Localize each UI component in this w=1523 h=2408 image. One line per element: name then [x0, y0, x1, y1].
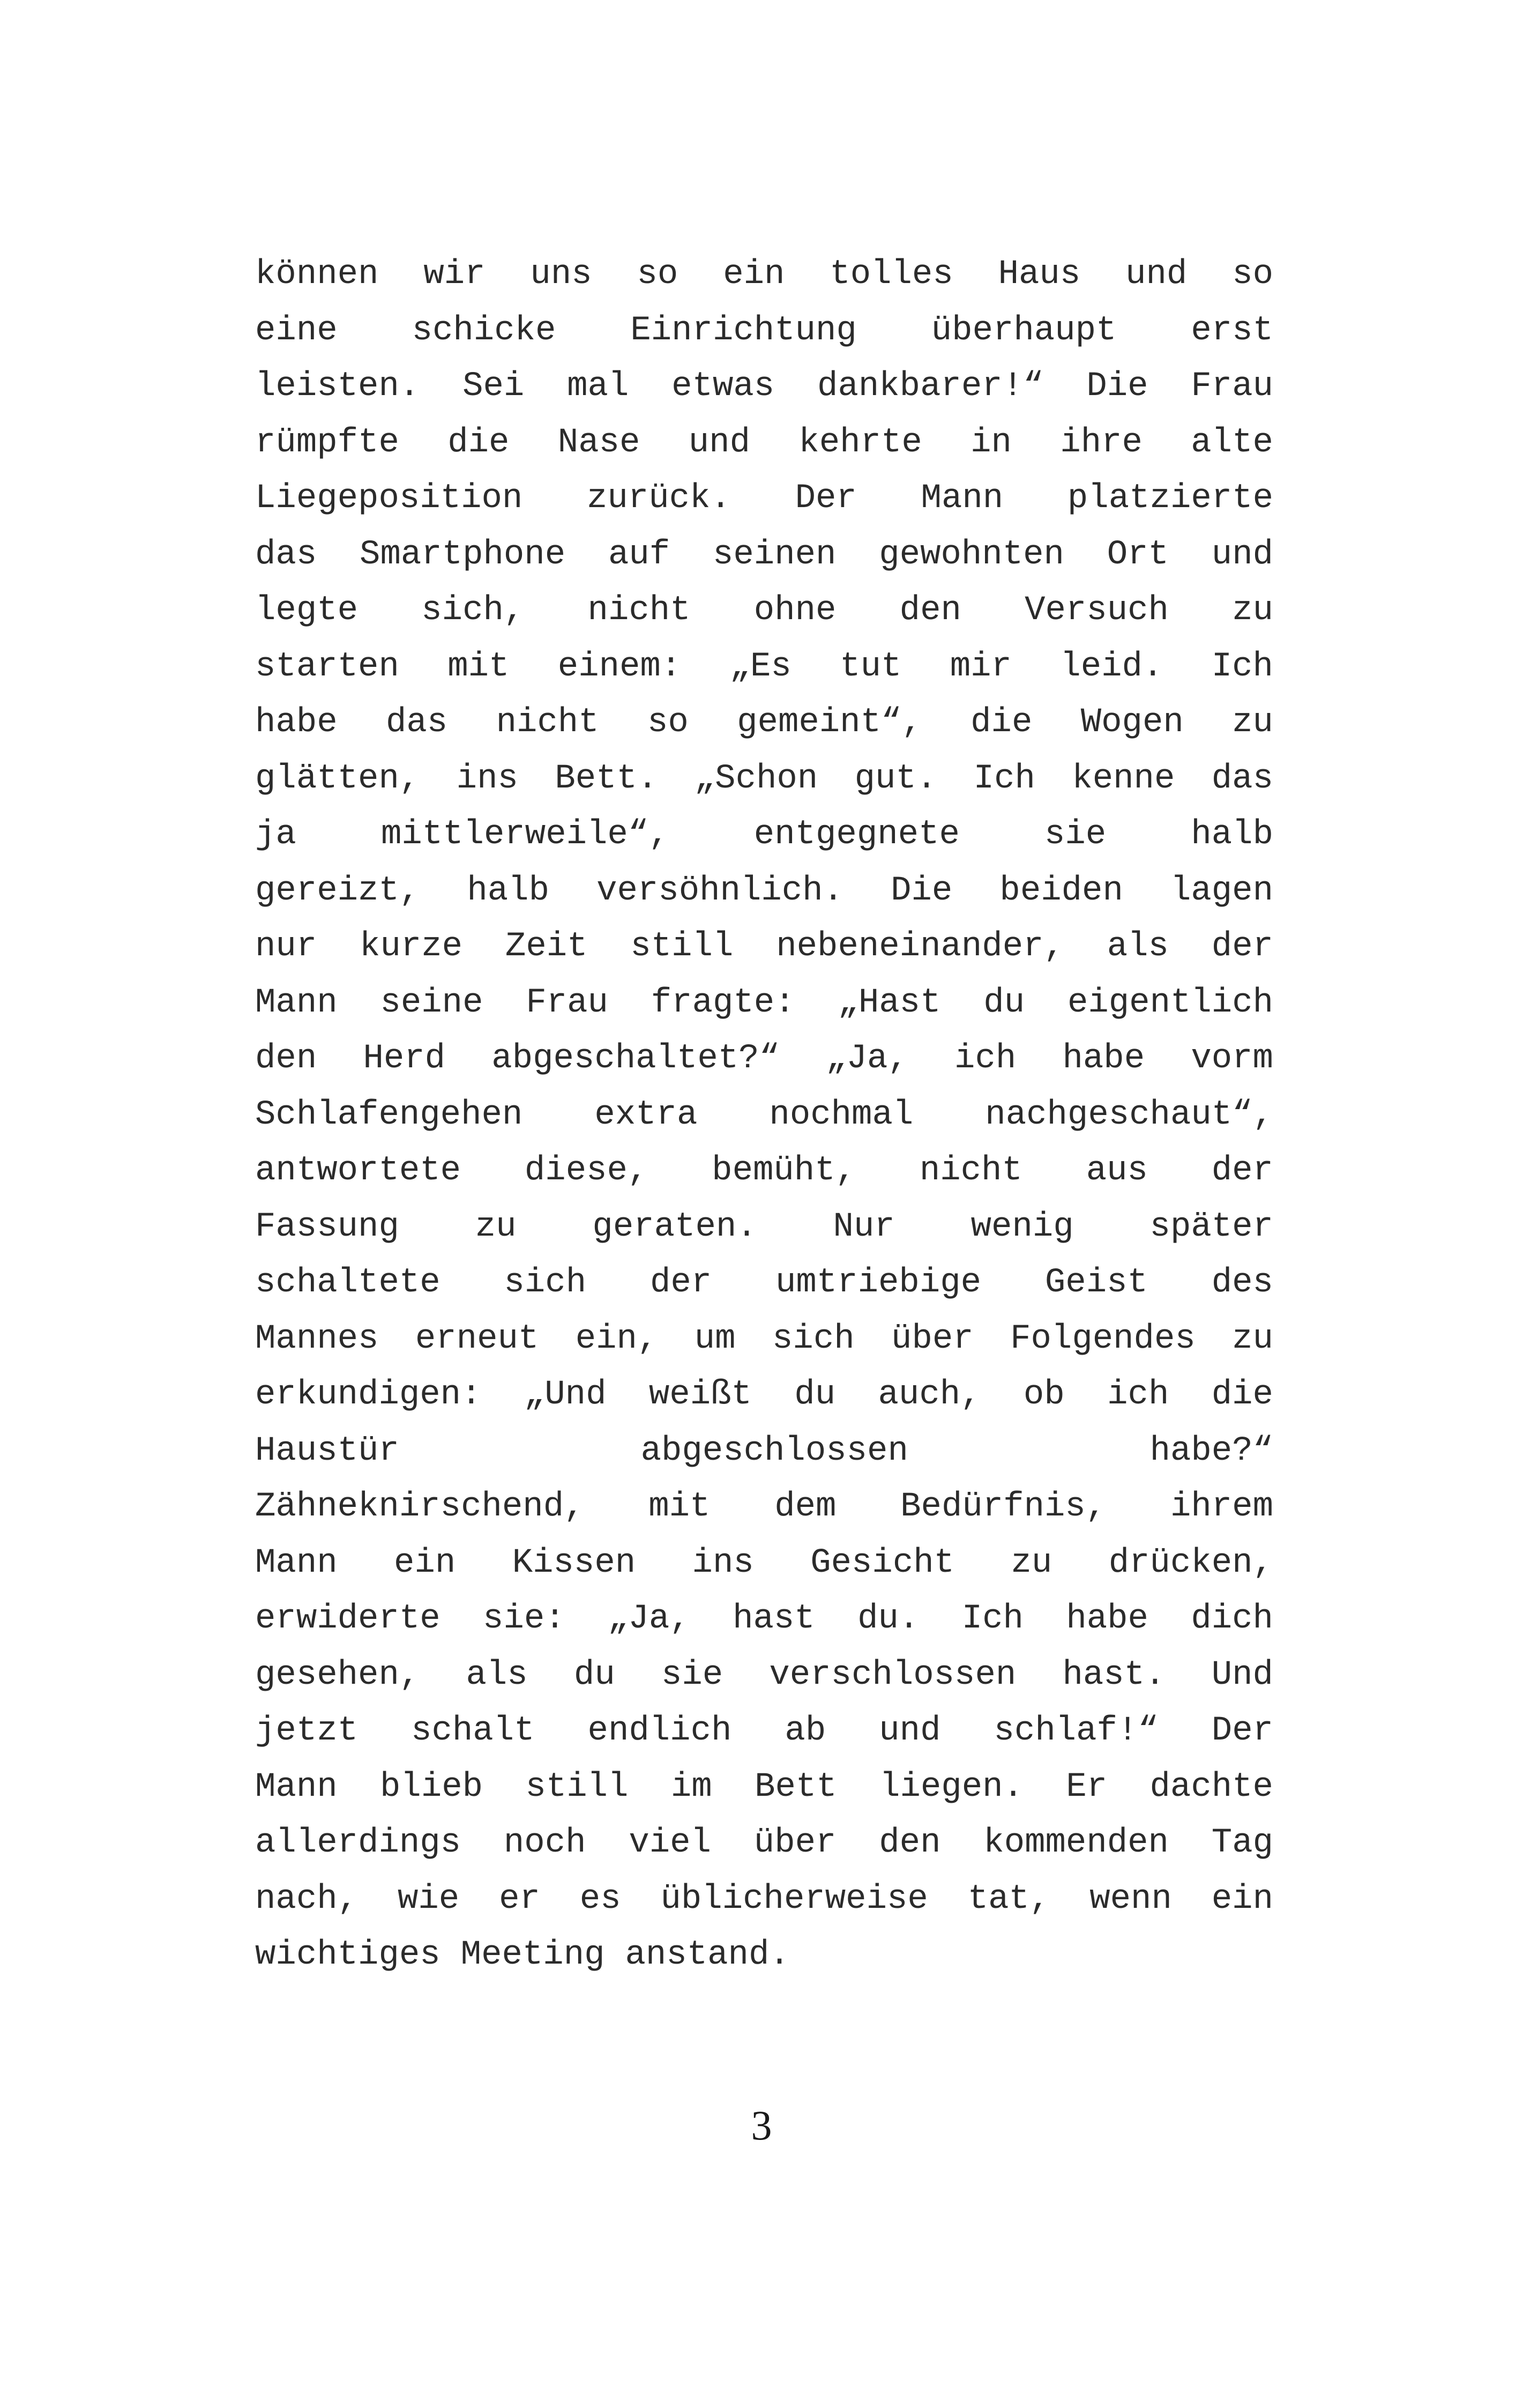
word: endlich — [587, 1712, 732, 1750]
word: als — [1107, 927, 1169, 966]
word: sie — [1044, 815, 1107, 854]
word: Die — [891, 871, 953, 910]
text-line — [255, 1432, 1273, 1488]
text-line — [255, 872, 1273, 928]
word: ob — [1023, 1376, 1065, 1414]
word: antwortete — [255, 1151, 461, 1190]
word: so — [1232, 255, 1273, 294]
word: Fassung — [255, 1207, 399, 1246]
word: ihre — [1060, 423, 1143, 462]
word: die — [1211, 1376, 1273, 1414]
word: zu — [475, 1207, 517, 1246]
word: drücken, — [1108, 1543, 1273, 1582]
word: sich — [772, 1319, 855, 1358]
word: Mannes — [255, 1319, 379, 1358]
word: in — [970, 423, 1012, 462]
text-line — [255, 703, 1273, 760]
text-line — [255, 1880, 1273, 1936]
text-line — [255, 1600, 1273, 1656]
word: Versuch — [1025, 591, 1169, 630]
word: gesehen, — [255, 1655, 420, 1694]
word: das — [1211, 759, 1273, 798]
word: habe?“ — [1149, 1431, 1273, 1470]
word: allerdings — [255, 1824, 461, 1862]
word: nachgeschaut“, — [985, 1095, 1273, 1134]
word: Frau — [526, 983, 608, 1022]
word: Mann — [921, 479, 1004, 518]
word: „Es — [729, 647, 792, 686]
body-text — [255, 255, 1273, 1992]
text-line — [255, 1936, 1273, 1992]
word: leisten. — [255, 367, 420, 406]
word: Nur — [833, 1207, 895, 1246]
word: ins — [456, 759, 518, 798]
word: auf — [608, 535, 670, 574]
word: Ich — [961, 1600, 1024, 1638]
page-number: 3 — [751, 2102, 772, 2149]
word: um — [694, 1319, 736, 1358]
text-line — [255, 1488, 1273, 1544]
text-line — [255, 1712, 1273, 1768]
word: kenne — [1072, 759, 1175, 798]
word: kommenden — [983, 1824, 1169, 1862]
word: Folgendes — [1010, 1319, 1196, 1358]
word: wenn — [1089, 1879, 1172, 1919]
word: Wogen — [1080, 703, 1184, 742]
word: entgegnete — [753, 815, 960, 854]
text-line — [255, 984, 1273, 1040]
word: Sei — [462, 367, 525, 406]
text-line — [255, 760, 1273, 816]
word: Meeting — [460, 1936, 605, 1974]
word: wir — [423, 255, 486, 294]
word: sie — [661, 1655, 723, 1694]
text-line — [255, 1039, 1273, 1096]
word: Haustür — [255, 1431, 399, 1470]
word: Ich — [1211, 647, 1273, 686]
word: uns — [530, 255, 592, 294]
word: die — [447, 423, 510, 462]
word: üblicherweise — [660, 1879, 928, 1919]
word: „Und — [524, 1376, 607, 1414]
word: überhaupt — [931, 311, 1117, 350]
word: platzierte — [1067, 479, 1273, 518]
word: lagen — [1170, 871, 1273, 910]
word: starten — [255, 647, 399, 686]
word: ich — [954, 1039, 1017, 1078]
word: als — [466, 1655, 528, 1694]
word: und — [688, 423, 750, 462]
word: „Schon — [694, 759, 818, 798]
word: du — [794, 1376, 836, 1414]
word: wichtiges — [255, 1936, 441, 1974]
word: ab — [785, 1712, 826, 1750]
word: Mann — [255, 1543, 338, 1582]
word: aus — [1086, 1151, 1148, 1190]
word: kehrte — [798, 423, 922, 462]
word: tut — [840, 647, 902, 686]
word: gewohnten — [879, 535, 1064, 574]
word: du — [573, 1655, 615, 1694]
text-line — [255, 1376, 1273, 1432]
text-line — [255, 1656, 1273, 1712]
word: viel — [629, 1824, 711, 1862]
word: den — [255, 1039, 317, 1078]
word: ein — [1211, 1879, 1273, 1919]
word: tat, — [967, 1879, 1050, 1919]
word: nicht — [919, 1151, 1022, 1190]
word: nicht — [496, 703, 599, 742]
word: schlaf!“ — [994, 1712, 1159, 1750]
word: vorm — [1191, 1039, 1273, 1078]
text-line — [255, 815, 1273, 872]
word: Mann — [255, 1767, 338, 1807]
word: erst — [1191, 311, 1273, 350]
word: können — [255, 255, 379, 294]
word: Bett. — [555, 759, 658, 798]
word: nicht — [587, 591, 691, 630]
word: legte — [255, 591, 359, 630]
text-line — [255, 648, 1273, 704]
word: noch — [503, 1824, 586, 1862]
word: sich, — [421, 591, 525, 630]
word: alte — [1191, 423, 1273, 462]
word: des — [1211, 1264, 1273, 1302]
word: über — [753, 1824, 837, 1862]
word: den — [879, 1824, 941, 1862]
word: Gesicht — [810, 1543, 955, 1582]
word: das — [385, 703, 448, 742]
word: Einrichtung — [630, 311, 857, 350]
text-line — [255, 1824, 1273, 1880]
text-line — [255, 1208, 1273, 1264]
text-line — [255, 591, 1273, 648]
word: sie: — [483, 1600, 565, 1638]
word: beiden — [999, 871, 1123, 910]
word: Er — [1066, 1767, 1108, 1807]
word: Und — [1211, 1655, 1273, 1694]
word: „Ja, — [608, 1600, 690, 1638]
word: ich — [1107, 1376, 1169, 1414]
word: ein — [723, 255, 785, 294]
text-line — [255, 1151, 1273, 1208]
word: dachte — [1149, 1767, 1273, 1807]
word: Bedürfnis, — [900, 1488, 1107, 1526]
word: die — [970, 703, 1033, 742]
word: sich — [504, 1264, 587, 1302]
word: erkundigen: — [255, 1376, 482, 1414]
text-line — [255, 1320, 1273, 1376]
word: den — [899, 591, 961, 630]
word: mit — [648, 1488, 711, 1526]
word: ohne — [753, 591, 837, 630]
word: dankbarer!“ — [817, 367, 1044, 406]
word: Geist — [1044, 1264, 1148, 1302]
word: Die — [1086, 367, 1148, 406]
word: Mann — [255, 983, 338, 1022]
word: über — [891, 1319, 974, 1358]
word: anstand. — [625, 1936, 790, 1974]
word: hast — [733, 1600, 815, 1638]
word: „Hast — [838, 983, 941, 1022]
text-line — [255, 423, 1273, 480]
word: ja — [255, 815, 296, 854]
word: Nase — [557, 423, 640, 462]
word: diese, — [524, 1151, 648, 1190]
word: zu — [1011, 1543, 1052, 1582]
word: kurze — [360, 927, 463, 966]
word: Liegeposition — [255, 479, 523, 518]
word: nur — [255, 927, 317, 966]
word: erneut — [415, 1319, 539, 1358]
word: dich — [1191, 1600, 1273, 1638]
word: das — [255, 535, 317, 574]
word: Bett — [755, 1767, 837, 1807]
word: du. — [857, 1600, 920, 1638]
word: halb — [467, 871, 549, 910]
word: habe — [255, 703, 338, 742]
word: seinen — [712, 535, 837, 574]
word: Ort — [1107, 535, 1169, 574]
word: halb — [1191, 815, 1273, 854]
word: Frau — [1191, 367, 1273, 406]
word: Smartphone — [360, 535, 566, 574]
word: der — [649, 1264, 712, 1302]
word: jetzt — [255, 1712, 359, 1750]
word: später — [1149, 1207, 1273, 1246]
word: und — [1125, 255, 1188, 294]
word: zurück. — [587, 479, 731, 518]
word: Kissen — [512, 1543, 636, 1582]
word: eigentlich — [1067, 983, 1273, 1022]
word: im — [670, 1767, 712, 1807]
word: schicke — [412, 311, 556, 350]
word: Haus — [998, 255, 1081, 294]
word: mit — [447, 647, 510, 686]
word: eine — [255, 311, 338, 350]
word: und — [1211, 535, 1273, 574]
word: gut. — [854, 759, 937, 798]
word: gemeint“, — [737, 703, 922, 742]
word: Zähneknirschend, — [255, 1488, 585, 1526]
word: nebeneinander, — [776, 927, 1064, 966]
word: schalt — [411, 1712, 535, 1750]
word: so — [647, 703, 689, 742]
word: extra — [594, 1095, 698, 1134]
word: mir — [950, 647, 1012, 686]
word: Schlafengehen — [255, 1095, 523, 1134]
word: ins — [692, 1543, 754, 1582]
word: wie — [397, 1879, 460, 1919]
word: leid. — [1060, 647, 1163, 686]
word: weißt — [648, 1376, 752, 1414]
word: du — [983, 983, 1025, 1022]
word: habe — [1062, 1039, 1145, 1078]
word: still — [630, 927, 734, 966]
word: rümpfte — [255, 423, 399, 462]
word: ein — [394, 1543, 456, 1582]
word: liegen. — [879, 1767, 1024, 1807]
word: auch, — [878, 1376, 981, 1414]
word: Herd — [363, 1039, 446, 1078]
word: Zeit — [505, 927, 588, 966]
word: ein, — [575, 1319, 658, 1358]
word: Ich — [973, 759, 1035, 798]
word: so — [637, 255, 678, 294]
word: nach, — [255, 1879, 359, 1919]
word: habe — [1066, 1600, 1148, 1638]
word: bemüht, — [712, 1151, 856, 1190]
word: versöhnlich. — [596, 871, 843, 910]
word: umtriebige — [775, 1264, 982, 1302]
word: der — [1211, 927, 1273, 966]
word: still — [525, 1767, 629, 1807]
text-line — [255, 1544, 1273, 1600]
word: fragte: — [651, 983, 795, 1022]
text-line — [255, 367, 1273, 423]
word: mal — [567, 367, 629, 406]
text-line — [255, 1096, 1273, 1152]
word: wenig — [970, 1207, 1074, 1246]
word: schaltete — [255, 1264, 441, 1302]
word: verschlossen — [769, 1655, 1017, 1694]
word: nochmal — [769, 1095, 914, 1134]
word: es — [579, 1879, 621, 1919]
word: hast. — [1062, 1655, 1166, 1694]
word: Tag — [1211, 1824, 1273, 1862]
word: glätten, — [255, 759, 420, 798]
text-line — [255, 479, 1273, 536]
word: abgeschlossen — [640, 1431, 908, 1470]
word: mittlerweile“, — [380, 815, 669, 854]
word: zu — [1232, 703, 1273, 742]
word: abgeschaltet?“ — [491, 1039, 780, 1078]
word: zu — [1232, 591, 1273, 630]
word: seine — [380, 983, 483, 1022]
word: zu — [1232, 1319, 1273, 1358]
word: gereizt, — [255, 871, 420, 910]
text-line — [255, 927, 1273, 984]
word: dem — [774, 1488, 837, 1526]
word: tolles — [830, 255, 953, 294]
text-line — [255, 311, 1273, 368]
word: „Ja, — [826, 1039, 908, 1078]
word: blieb — [380, 1767, 483, 1807]
word: ihrem — [1170, 1488, 1273, 1526]
word: erwiderte — [255, 1600, 441, 1638]
word: Der — [1211, 1712, 1273, 1750]
word: einem: — [557, 647, 682, 686]
word: er — [499, 1879, 540, 1919]
text-line — [255, 1768, 1273, 1824]
text-line — [255, 1264, 1273, 1320]
word: der — [1211, 1151, 1273, 1190]
text-line — [255, 536, 1273, 592]
word: etwas — [671, 367, 775, 406]
word: und — [879, 1712, 941, 1750]
word: geraten. — [592, 1207, 757, 1246]
word: Der — [795, 479, 857, 518]
text-line — [255, 255, 1273, 311]
